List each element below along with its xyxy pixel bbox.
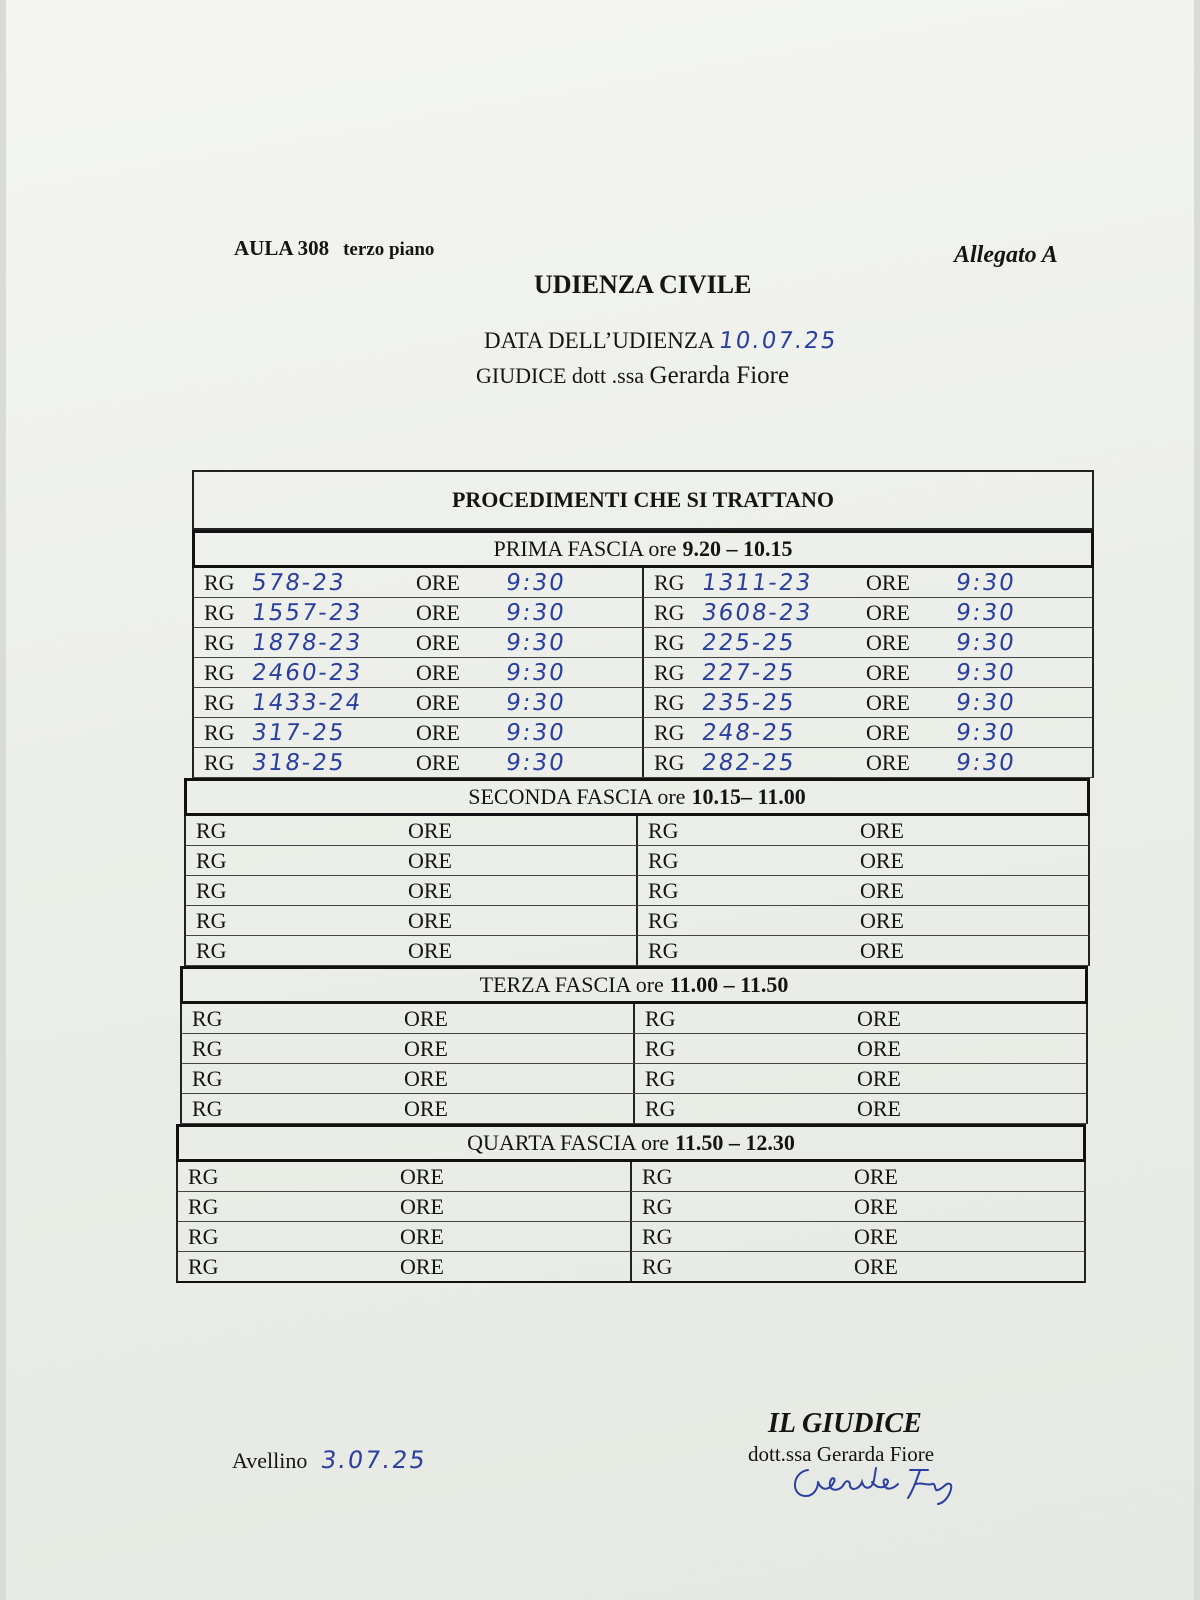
left-cell (186, 846, 638, 875)
rg-label: RG (648, 937, 679, 963)
ore-label: ORE (416, 629, 460, 655)
right-cell (644, 568, 1092, 597)
ore-label: ORE (857, 1005, 901, 1031)
rg-label: RG (196, 907, 227, 933)
ore-label: ORE (854, 1163, 898, 1189)
left-cell (186, 816, 638, 845)
ore-label: ORE (857, 1095, 901, 1121)
aula-label (234, 236, 434, 261)
rg-label: RG (648, 847, 679, 873)
judge-label: GIUDICE dott .ssa (476, 363, 645, 388)
ore-time: 9:30 (954, 629, 1018, 656)
rg-label: RG (648, 877, 679, 903)
ore-label: ORE (854, 1193, 898, 1219)
rg-label: RG (648, 907, 679, 933)
ore-label: ORE (416, 659, 460, 685)
table-row (184, 936, 1090, 966)
ore-time: 9:30 (504, 569, 568, 596)
ore-label: ORE (860, 907, 904, 933)
right-cell (638, 906, 1088, 935)
ore-label: ORE (400, 1253, 444, 1279)
ore-label: ORE (400, 1163, 444, 1189)
rg-number: 317-25 (250, 719, 348, 746)
ore-label: ORE (866, 569, 910, 595)
ore-time: 9:30 (954, 719, 1018, 746)
right-cell (635, 1034, 1086, 1063)
ore-label: ORE (408, 847, 452, 873)
left-cell (194, 658, 644, 687)
rg-label: RG (654, 629, 685, 655)
right-cell (638, 936, 1088, 965)
right-cell (644, 748, 1092, 777)
ore-label: ORE (404, 1095, 448, 1121)
section-time: 10.15– 11.00 (691, 784, 806, 809)
table-row (192, 598, 1094, 628)
ore-label: ORE (404, 1065, 448, 1091)
attachment-label: Allegato A (954, 242, 1058, 268)
rg-number: 3608-23 (700, 599, 814, 626)
ore-time: 9:30 (954, 659, 1018, 686)
judge-name: Gerarda Fiore (649, 362, 790, 389)
rg-label: RG (645, 1065, 676, 1091)
table-row (180, 1064, 1088, 1094)
section-header (192, 530, 1094, 568)
rg-label: RG (192, 1095, 223, 1121)
section-header (184, 778, 1090, 816)
table-row (192, 688, 1094, 718)
right-cell (644, 688, 1092, 717)
left-cell (182, 1064, 635, 1093)
rg-label: RG (188, 1223, 219, 1249)
signer-name: dott.ssa Gerarda Fiore (748, 1442, 935, 1466)
rg-label: RG (196, 937, 227, 963)
rg-label: RG (188, 1253, 219, 1279)
rg-label: RG (645, 1035, 676, 1061)
ore-label: ORE (857, 1065, 901, 1091)
rg-number: 235-25 (700, 689, 798, 716)
left-cell (194, 598, 644, 627)
rg-label: RG (642, 1163, 673, 1189)
rg-label: RG (192, 1065, 223, 1091)
ore-label: ORE (860, 817, 904, 843)
ore-label: ORE (866, 719, 910, 745)
rg-label: RG (654, 599, 685, 625)
rg-label: RG (188, 1193, 219, 1219)
rg-label: RG (648, 817, 679, 843)
rg-label: RG (196, 847, 227, 873)
left-cell (194, 568, 644, 597)
ore-label: ORE (866, 689, 910, 715)
ore-time: 9:30 (954, 599, 1018, 626)
rg-label: RG (654, 749, 685, 775)
ore-time: 9:30 (954, 749, 1018, 776)
table-row (180, 1094, 1088, 1124)
place-date (232, 1446, 427, 1474)
rg-number: 2460-23 (250, 659, 364, 686)
left-cell (186, 906, 638, 935)
rg-label: RG (204, 659, 235, 685)
right-cell (635, 1064, 1086, 1093)
left-cell (178, 1162, 632, 1191)
rg-label: RG (642, 1223, 673, 1249)
table-row (184, 876, 1090, 906)
ore-label: ORE (866, 599, 910, 625)
ore-time: 9:30 (954, 569, 1018, 596)
ore-label: ORE (408, 907, 452, 933)
aula-number: AULA 308 (234, 236, 330, 260)
table-row (176, 1192, 1086, 1222)
left-cell (186, 936, 638, 965)
rg-number: 225-25 (700, 629, 798, 656)
section-header (176, 1124, 1086, 1162)
ore-label: ORE (860, 877, 904, 903)
ore-label: ORE (860, 937, 904, 963)
left-cell (186, 876, 638, 905)
hearing-date-value: 10.07.25 (717, 328, 840, 354)
rg-label: RG (204, 689, 235, 715)
ore-label: ORE (400, 1223, 444, 1249)
ore-label: ORE (416, 749, 460, 775)
rg-label: RG (642, 1253, 673, 1279)
ore-time: 9:30 (504, 689, 568, 716)
sign-date: 3.07.25 (319, 1446, 429, 1474)
ore-label: ORE (854, 1253, 898, 1279)
proceedings-table (178, 470, 1088, 1283)
signer-title: IL GIUDICE (768, 1408, 922, 1439)
left-cell (178, 1192, 632, 1221)
ore-label: ORE (404, 1005, 448, 1031)
ore-time: 9:30 (504, 599, 568, 626)
ore-time: 9:30 (504, 659, 568, 686)
rg-number: 1311-23 (700, 569, 814, 596)
right-cell (644, 718, 1092, 747)
right-cell (644, 598, 1092, 627)
right-cell (632, 1192, 1084, 1221)
section-time: 11.50 – 12.30 (675, 1130, 795, 1155)
rg-number: 1433-24 (250, 689, 364, 716)
ore-time: 9:30 (504, 719, 568, 746)
judge-line (476, 362, 789, 390)
ore-label: ORE (860, 847, 904, 873)
right-cell (632, 1162, 1084, 1191)
place-label: Avellino (232, 1448, 308, 1473)
ore-label: ORE (416, 719, 460, 745)
ore-time: 9:30 (954, 689, 1018, 716)
rg-number: 1557-23 (250, 599, 364, 626)
rg-label: RG (192, 1035, 223, 1061)
ore-label: ORE (416, 599, 460, 625)
rg-number: 248-25 (700, 719, 798, 746)
section-header (180, 966, 1088, 1004)
ore-label: ORE (854, 1223, 898, 1249)
section-name: TERZA FASCIA ore (479, 972, 664, 997)
ore-label: ORE (857, 1035, 901, 1061)
ore-label: ORE (408, 877, 452, 903)
left-cell (182, 1034, 635, 1063)
floor-label: terzo piano (343, 239, 435, 260)
left-cell (182, 1094, 635, 1123)
rg-number: 318-25 (250, 749, 348, 776)
rg-label: RG (204, 629, 235, 655)
rg-label: RG (196, 817, 227, 843)
hearing-date-label: DATA DELL’UDIENZA (484, 328, 714, 353)
left-cell (178, 1222, 632, 1251)
right-cell (638, 876, 1088, 905)
ore-label: ORE (416, 569, 460, 595)
page-title: UDIENZA CIVILE (534, 270, 752, 299)
rg-number: 282-25 (700, 749, 798, 776)
table-row (184, 906, 1090, 936)
right-cell (635, 1094, 1086, 1123)
right-cell (644, 628, 1092, 657)
table-row (176, 1162, 1086, 1192)
right-cell (638, 846, 1088, 875)
rg-label: RG (196, 877, 227, 903)
ore-label: ORE (408, 817, 452, 843)
right-cell (638, 816, 1088, 845)
ore-label: ORE (400, 1193, 444, 1219)
left-cell (182, 1004, 635, 1033)
rg-label: RG (204, 569, 235, 595)
rg-label: RG (654, 689, 685, 715)
section-time: 11.00 – 11.50 (669, 972, 789, 997)
table-row (176, 1252, 1086, 1283)
handwritten-signature (788, 1462, 968, 1506)
rg-label: RG (642, 1193, 673, 1219)
document-page (6, 0, 1194, 1600)
left-cell (194, 718, 644, 747)
ore-label: ORE (408, 937, 452, 963)
rg-label: RG (654, 569, 685, 595)
right-cell (635, 1004, 1086, 1033)
rg-label: RG (645, 1095, 676, 1121)
table-row (176, 1222, 1086, 1252)
hearing-date-line (484, 328, 840, 354)
ore-label: ORE (866, 659, 910, 685)
rg-label: RG (654, 659, 685, 685)
left-cell (194, 628, 644, 657)
rg-label: RG (645, 1005, 676, 1031)
section-time: 9.20 – 10.15 (682, 536, 793, 561)
section-name: PRIMA FASCIA ore (493, 536, 677, 561)
rg-number: 227-25 (700, 659, 798, 686)
table-row (192, 718, 1094, 748)
ore-time: 9:30 (504, 749, 568, 776)
ore-label: ORE (416, 689, 460, 715)
ore-label: ORE (866, 629, 910, 655)
rg-label: RG (654, 719, 685, 745)
rg-label: RG (204, 719, 235, 745)
right-cell (632, 1252, 1084, 1281)
rg-label: RG (204, 749, 235, 775)
rg-label: RG (204, 599, 235, 625)
ore-label: ORE (866, 749, 910, 775)
left-cell (194, 688, 644, 717)
table-row (180, 1004, 1088, 1034)
left-cell (178, 1252, 632, 1281)
ore-label: ORE (404, 1035, 448, 1061)
right-cell (644, 658, 1092, 687)
table-row (192, 748, 1094, 778)
rg-label: RG (188, 1163, 219, 1189)
table-row (192, 568, 1094, 598)
table-row (180, 1034, 1088, 1064)
section-name: QUARTA FASCIA ore (467, 1130, 670, 1155)
section-name: SECONDA FASCIA ore (468, 784, 686, 809)
table-row (184, 816, 1090, 846)
ore-time: 9:30 (504, 629, 568, 656)
left-cell (194, 748, 644, 777)
table-title: PROCEDIMENTI CHE SI TRATTANO (192, 470, 1094, 530)
table-row (192, 658, 1094, 688)
right-cell (632, 1222, 1084, 1251)
rg-number: 578-23 (250, 569, 348, 596)
table-row (184, 846, 1090, 876)
table-row (192, 628, 1094, 658)
rg-label: RG (192, 1005, 223, 1031)
rg-number: 1878-23 (250, 629, 364, 656)
